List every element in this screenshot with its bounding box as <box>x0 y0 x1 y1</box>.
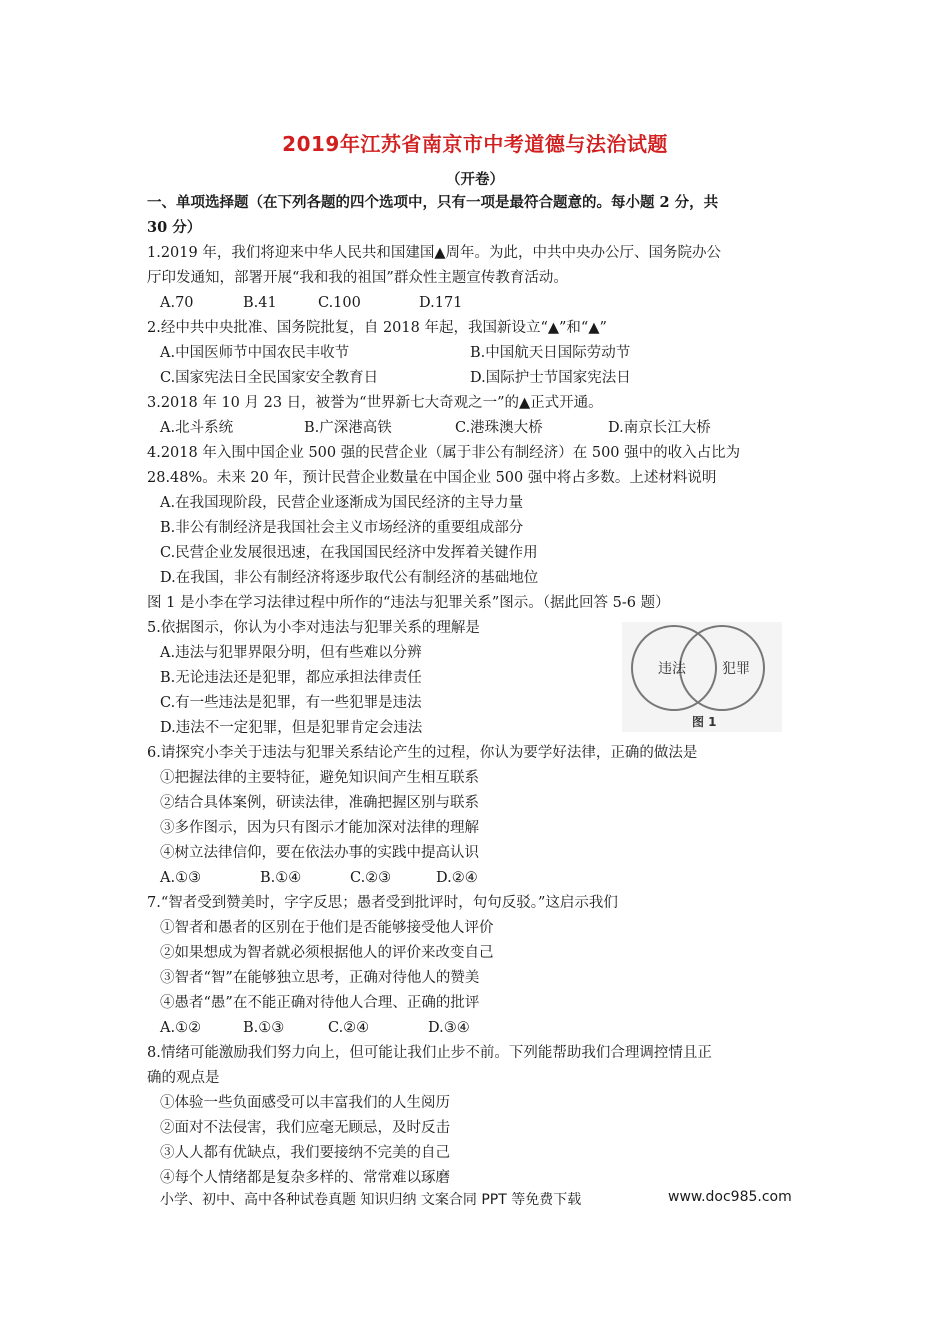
q6-item-1: ①把握法律的主要特征，避免知识间产生相互联系 <box>160 770 479 786</box>
q1-option-d: D.171 <box>419 295 463 311</box>
page-subtitle: （开卷） <box>446 171 504 188</box>
q2-option-c: C.国家宪法日全民国家安全教育日 <box>160 370 379 386</box>
q4-option-c: C.民营企业发展很迅速，在我国国民经济中发挥着关键作用 <box>160 545 538 561</box>
q6-item-4: ④树立法律信仰，要在依法办事的实践中提高认识 <box>160 845 479 861</box>
q4-option-a: A.在我国现阶段，民营企业逐渐成为国民经济的主导力量 <box>160 495 524 511</box>
q4-option-b: B.非公有制经济是我国社会主义市场经济的重要组成部分 <box>160 520 524 536</box>
q1-option-c: C.100 <box>318 295 361 311</box>
q4-stem-cont: 28.48%。未来 20 年，预计民营企业数量在中国企业 500 强中将占多数。上述材料说明 <box>147 470 717 486</box>
q6-option-c: C.②③ <box>350 870 392 886</box>
q6-item-3: ③多作图示，因为只有图示才能加深对法律的理解 <box>160 820 479 836</box>
q7-item-1: ①智者和愚者的区别在于他们是否能够接受他人评价 <box>160 920 494 936</box>
q1-option-b: B.41 <box>243 295 277 311</box>
q6-option-b: B.①④ <box>260 870 302 886</box>
q3-option-b: B.广深港高铁 <box>304 420 392 436</box>
q7-option-b: B.①③ <box>243 1020 285 1036</box>
venn-label-illegal: 违法 <box>658 661 686 677</box>
q7-item-2: ②如果想成为智者就必须根据他人的评价来改变自己 <box>160 945 494 961</box>
q4-stem: 4.2018 年入围中国企业 500 强的民营企业（属于非公有制经济）在 500 强中的收入占比为 <box>147 445 741 461</box>
q1-stem: 1.2019 年，我们将迎来中华人民共和国建国▲周年。为此，中共中央办公厅、国务院办公 <box>147 245 721 261</box>
q7-option-a: A.①② <box>160 1020 202 1036</box>
q1-option-a: A.70 <box>160 295 194 311</box>
q7-item-3: ③智者“智”在能够独立思考，正确对待他人的赞美 <box>160 970 480 986</box>
q2-option-b: B.中国航天日国际劳动节 <box>470 345 631 361</box>
q8-stem-cont: 确的观点是 <box>147 1070 220 1086</box>
q1-stem-cont: 厅印发通知，部署开展“我和我的祖国”群众性主题宣传教育活动。 <box>147 270 568 286</box>
q6-option-a: A.①③ <box>160 870 202 886</box>
figure-caption: 图 1 <box>692 715 717 729</box>
venn-label-crime: 犯罪 <box>722 661 750 677</box>
section-heading: 一、单项选择题（在下列各题的四个选项中，只有一项是最符合题意的。每小题 2 分，共 <box>147 194 719 211</box>
q7-item-4: ④愚者“愚”在不能正确对待他人合理、正确的批评 <box>160 995 480 1011</box>
q8-stem: 8.情绪可能激励我们努力向上，但可能让我们止步不前。下列能帮助我们合理调控情且正 <box>147 1045 712 1061</box>
q5-option-d: D.违法不一定犯罪，但是犯罪肯定会违法 <box>160 720 423 736</box>
q8-item-3: ③人人都有优缺点，我们要接纳不完美的自己 <box>160 1145 450 1161</box>
q6-item-2: ②结合具体案例，研读法律，准确把握区别与联系 <box>160 795 479 811</box>
q2-option-d: D.国际护士节国家宪法日 <box>470 370 631 386</box>
q8-item-4: ④每个人情绪都是复杂多样的、常常难以琢磨 <box>160 1170 450 1186</box>
q2-option-a: A.中国医师节中国农民丰收节 <box>160 345 350 361</box>
q6-option-d: D.②④ <box>436 870 478 886</box>
q3-option-d: D.南京长江大桥 <box>608 420 711 436</box>
footer-promo-text: 小学、初中、高中各种试卷真题 知识归纳 文案合同 PPT 等免费下载 <box>160 1192 582 1208</box>
q5-option-a: A.违法与犯罪界限分明，但有些难以分辨 <box>160 645 422 661</box>
section-heading-cont: 30 分） <box>147 219 202 236</box>
page-title: 2019年江苏省南京市中考道德与法治试题 <box>282 132 668 156</box>
q5-6-intro: 图 1 是小李在学习法律过程中所作的“违法与犯罪关系”图示。（据此回答 5-6 题） <box>147 595 670 611</box>
q5-option-b: B.无论违法还是犯罪，都应承担法律责任 <box>160 670 422 686</box>
q8-item-1: ①体验一些负面感受可以丰富我们的人生阅历 <box>160 1095 450 1111</box>
q5-option-c: C.有一些违法是犯罪，有一些犯罪是违法 <box>160 695 422 711</box>
q3-option-c: C.港珠澳大桥 <box>455 420 543 436</box>
q3-option-a: A.北斗系统 <box>160 420 234 436</box>
q2-stem: 2.经中共中央批准、国务院批复，自 2018 年起，我国新设立“▲”和“▲” <box>147 320 607 336</box>
venn-diagram-figure <box>622 622 782 732</box>
q7-stem: 7.“智者受到赞美时，字字反思；愚者受到批评时，句句反驳。”这启示我们 <box>147 895 618 911</box>
q4-option-d: D.在我国，非公有制经济将逐步取代公有制经济的基础地位 <box>160 570 539 586</box>
q6-stem: 6.请探究小李关于违法与犯罪关系结论产生的过程，你认为要学好法律，正确的做法是 <box>147 745 698 761</box>
q7-option-d: D.③④ <box>428 1020 470 1036</box>
footer-website-link[interactable]: www.doc985.com <box>668 1189 792 1205</box>
q8-item-2: ②面对不法侵害，我们应毫无顾忌，及时反击 <box>160 1120 450 1136</box>
q7-option-c: C.②④ <box>328 1020 370 1036</box>
q3-stem: 3.2018 年 10 月 23 日，被誉为“世界新七大奇观之一”的▲正式开通。 <box>147 395 603 411</box>
q5-stem: 5.依据图示，你认为小李对违法与犯罪关系的理解是 <box>147 620 480 636</box>
